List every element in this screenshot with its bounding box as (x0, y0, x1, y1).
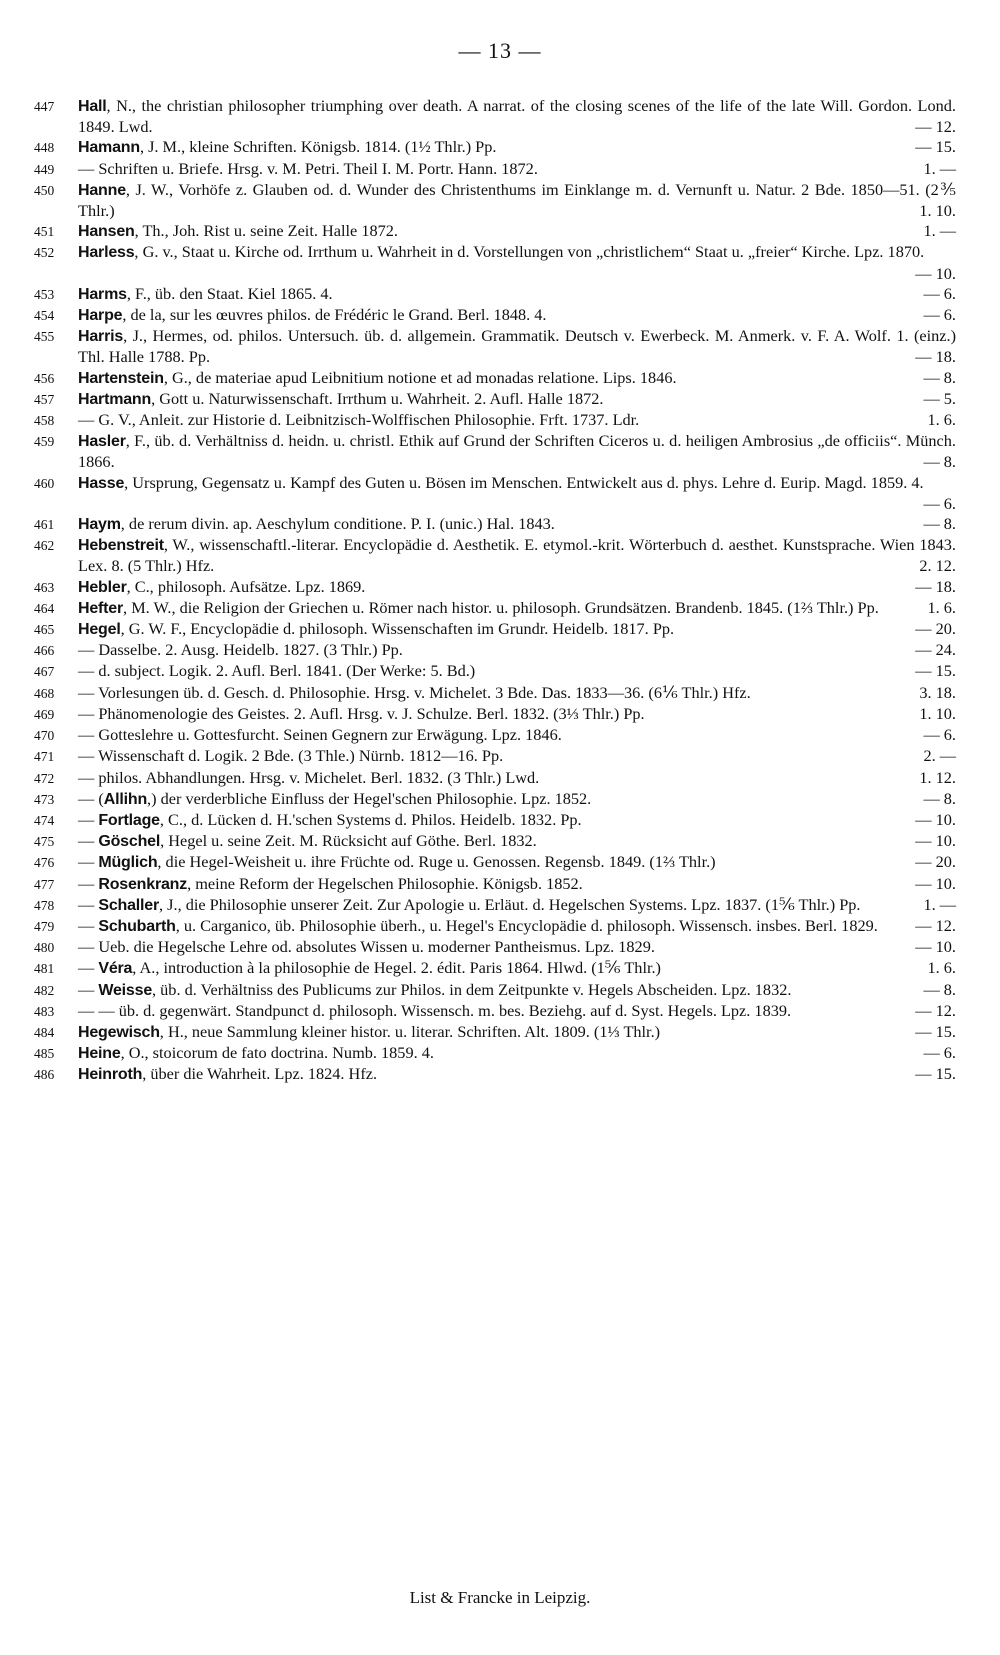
entry-price: — 8. (923, 979, 956, 999)
entry-prefix: — (78, 958, 99, 978)
catalog-entry (34, 895, 956, 916)
entry-prefix: — ( (78, 788, 104, 808)
entry-author: Hefter (78, 599, 124, 617)
catalog-entry (34, 389, 956, 410)
catalog-entry (34, 1022, 956, 1043)
entry-price: — 12. (915, 915, 956, 935)
entry-price: — 8. (923, 452, 956, 472)
catalog-entry (34, 619, 956, 640)
entry-description: Phänomenologie des Geistes. 2. Aufl. Hrsg. v. J. Schulze. Berl. 1832. (3⅓ Thlr.) Pp. (98, 703, 645, 723)
catalog-entry (34, 180, 956, 221)
entry-author: Hasse (78, 474, 125, 492)
entry-prefix: — (78, 682, 99, 702)
entry-author: Schubarth (98, 917, 176, 935)
entry-price: — 15. (915, 137, 956, 157)
entry-text (78, 368, 956, 389)
entry-text (78, 473, 956, 514)
entry-description: , u. Carganico, üb. Philosophie überh., u. Hegel's Encyclopädie d. philosoph. Wissensch. insbes. Berl. 1829. (175, 915, 878, 935)
entry-description: , C., d. Lücken d. H.'schen Systems d. Philos. Heidelb. 1832. Pp. (159, 809, 582, 829)
entry-description: , A., introduction à la philosophie de Hegel. 2. édit. Paris 1864. Hlwd. (1⅚ Thlr.) (132, 958, 661, 978)
entry-description: , de rerum divin. ap. Aeschylum conditione. P. I. (unic.) Hal. 1843. (120, 514, 555, 534)
entry-description: , Hegel u. seine Zeit. M. Rücksicht auf Göthe. Berl. 1832. (160, 831, 537, 851)
entry-author: Hebler (78, 578, 127, 596)
entry-price: — 15. (915, 661, 956, 681)
entry-description: , G., de materiae apud Leibnitium notione et ad monadas relatione. Lips. 1846. (163, 367, 677, 387)
entry-number: 466 (34, 643, 55, 659)
entry-text (78, 431, 956, 472)
entry-description: , M. W., die Religion der Griechen u. Römer nach histor. u. philosoph. Grundsätzen. Brandenb. 1845. (1⅔ Thlr.) Pp. (123, 597, 879, 617)
entry-text (78, 895, 956, 916)
entry-prefix: — (78, 894, 99, 914)
entry-number: 480 (34, 940, 55, 956)
entry-text (78, 874, 956, 895)
entry-description: philos. Abhandlungen. Hrsg. v. Michelet. Berl. 1832. (3 Thlr.) Lwd. (98, 767, 540, 787)
entry-number: 472 (34, 770, 55, 786)
entry-prefix: — (78, 640, 99, 660)
entry-description: , meine Reform der Hegelschen Philosophie. Königsb. 1852. (187, 873, 583, 893)
entry-description: , F., üb. d. Verhältniss d. heidn. u. christl. Ethik auf Grund der Schriften Ciceros u. d. heiligen Ambrosius „de officiis“. Münch. 1866. (78, 431, 956, 472)
entry-description: Ueb. die Hegelsche Lehre od. absolutes Wissen u. moderner Pantheismus. Lpz. 1829. (98, 937, 655, 957)
entry-number: 477 (34, 876, 55, 892)
catalog-entry (34, 514, 956, 535)
catalog-entry (34, 410, 956, 431)
entry-price: — 6. (923, 493, 956, 513)
entry-price: — 10. (915, 937, 956, 957)
entry-description: , üb. d. Verhältniss des Publicums zur Philos. in dem Zeitpunkte v. Hegels Abscheiden. Lpz. 1832. (152, 979, 792, 999)
entry-number: 462 (34, 538, 55, 554)
entry-prefix: — (78, 158, 99, 178)
entry-author: Hegewisch (78, 1023, 160, 1041)
entry-author: Hartmann (78, 390, 152, 408)
entry-number: 474 (34, 812, 55, 828)
entry-price: 1. 6. (927, 597, 956, 617)
catalog-entry (34, 810, 956, 831)
entry-description: , H., neue Sammlung kleiner histor. u. literar. Schriften. Alt. 1809. (1⅓ Thlr.) (159, 1021, 661, 1041)
entry-description: Wissenschaft d. Logik. 2 Bde. (3 Thle.) Nürnb. 1812—16. Pp. (98, 746, 504, 766)
entry-number: 467 (34, 664, 55, 680)
entry-number: 464 (34, 600, 55, 616)
entry-price: — 10. (915, 873, 956, 893)
entry-description: , Gott u. Naturwissenschaft. Irrthum u. Wahrheit. 2. Aufl. Halle 1872. (151, 388, 604, 408)
entry-author: Haym (78, 516, 121, 534)
entry-number: 465 (34, 622, 55, 638)
entry-text (78, 619, 956, 640)
catalog-entry (34, 1064, 956, 1085)
entry-author: Hanne (78, 181, 126, 199)
catalog-list (34, 96, 956, 1086)
entry-price: — 18. (915, 576, 956, 596)
catalog-entry (34, 598, 956, 619)
catalog-entry (34, 1043, 956, 1064)
entry-text (78, 389, 956, 410)
entry-number: 448 (34, 140, 55, 156)
entry-description: Dasselbe. 2. Ausg. Heidelb. 1827. (3 Thlr.) Pp. (98, 640, 403, 660)
catalog-entry (34, 874, 956, 895)
entry-price: 2. — (923, 746, 956, 766)
entry-text (78, 326, 956, 367)
entry-text (78, 768, 956, 789)
entry-text (78, 937, 956, 958)
catalog-entry (34, 284, 956, 305)
entry-description: , G. W. F., Encyclopädie d. philosoph. Wissenschaften im Grundr. Heidelb. 1817. Pp. (120, 619, 675, 639)
entry-text (78, 1064, 956, 1085)
entry-author: Allihn (103, 790, 148, 808)
entry-text (78, 159, 956, 180)
entry-prefix: — (78, 410, 99, 430)
catalog-entry (34, 852, 956, 873)
entry-author: Harless (78, 244, 135, 262)
entry-author: Rosenkranz (98, 875, 188, 893)
entry-prefix: — (78, 661, 99, 681)
catalog-entry (34, 661, 956, 682)
entry-prefix: — (78, 873, 99, 893)
entry-prefix: — — (78, 1000, 119, 1020)
entry-price: — 6. (923, 725, 956, 745)
entry-author: Hartenstein (78, 369, 164, 387)
catalog-entry (34, 746, 956, 767)
entry-author: Heine (78, 1045, 121, 1063)
entry-description: , J., Hermes, od. philos. Untersuch. üb. d. allgemein. Grammatik. Deutsch v. Ewerbeck. M. Anmerk. v. F. A. Wolf. 1. (einz.) Thl. Halle 1788. Pp. (78, 326, 956, 367)
entry-number: 449 (34, 161, 55, 177)
entry-description: , F., üb. den Staat. Kiel 1865. 4. (126, 283, 333, 303)
entry-description: d. subject. Logik. 2. Aufl. Berl. 1841. (Der Werke: 5. Bd.) (98, 661, 476, 681)
catalog-entry (34, 640, 956, 661)
entry-price: 2. 12. (919, 556, 956, 576)
entry-price: — 10. (915, 809, 956, 829)
entry-price: — 6. (923, 305, 956, 325)
entry-author: Fortlage (98, 811, 160, 829)
page-number: — 13 — (458, 38, 542, 63)
entry-description: üb. d. gegenwärt. Standpunct d. philosoph. Wissensch. m. bes. Beziehg. auf d. Syst. Hegels. Lpz. 1839. (118, 1000, 792, 1020)
entry-prefix: — (78, 809, 99, 829)
entry-description: , J., die Philosophie unserer Zeit. Zur Apologie u. Erläut. d. Hegelschen Systems. Lpz. 1837. (1⅚ Thlr.) Pp. (159, 894, 861, 914)
entry-prefix: — (78, 831, 99, 851)
entry-prefix: — (78, 915, 99, 935)
entry-text (78, 1043, 956, 1064)
entry-price: 1. 10. (919, 201, 956, 221)
entry-author: Heinroth (78, 1066, 143, 1084)
catalog-entry (34, 242, 956, 283)
entry-price: — 20. (915, 619, 956, 639)
catalog-entry (34, 768, 956, 789)
entry-price: 1. 10. (919, 703, 956, 723)
entry-number: 468 (34, 685, 55, 701)
entry-number: 469 (34, 706, 55, 722)
entry-price: 3. 18. (919, 682, 956, 702)
catalog-entry (34, 683, 956, 704)
catalog-entry (34, 980, 956, 1001)
entry-text (78, 831, 956, 852)
entry-price: — 8. (923, 514, 956, 534)
entry-number: 457 (34, 391, 55, 407)
entry-text (78, 598, 956, 619)
entry-text (78, 535, 956, 576)
entry-price: — 8. (923, 367, 956, 387)
entry-text (78, 980, 956, 1001)
catalog-entry (34, 916, 956, 937)
entry-text (78, 810, 956, 831)
entry-price: 1. 6. (927, 958, 956, 978)
entry-author: Hansen (78, 223, 135, 241)
entry-author: Göschel (98, 833, 161, 851)
entry-prefix: — (78, 937, 99, 957)
entry-prefix: — (78, 979, 99, 999)
catalog-entry (34, 725, 956, 746)
entry-price: — 12. (915, 117, 956, 137)
catalog-entry (34, 431, 956, 472)
entry-price: — 18. (915, 347, 956, 367)
entry-price: — 6. (923, 1043, 956, 1063)
entry-number: 447 (34, 99, 55, 114)
entry-text (78, 284, 956, 305)
entry-price: 1. — (923, 221, 956, 241)
entry-description: , die Hegel-Weisheit u. ihre Früchte od. Ruge u. Genossen. Regensb. 1849. (1⅔ Thlr.) (157, 852, 716, 872)
catalog-entry (34, 326, 956, 367)
entry-number: 451 (34, 224, 55, 240)
entry-author: Hamann (78, 139, 140, 157)
entry-price: 1. 12. (919, 767, 956, 787)
entry-author: Harpe (78, 307, 123, 325)
entry-number: 463 (34, 579, 55, 595)
entry-author: Véra (98, 960, 133, 978)
entry-description: , G. v., Staat u. Kirche od. Irrthum u. Wahrheit in d. Vorstellungen von „christlichem“ Staat u. „freier“ Kirche. Lpz. 1870. (134, 242, 925, 262)
catalog-entry (34, 704, 956, 725)
entry-author: Harris (78, 328, 124, 346)
entry-number: 483 (34, 1003, 55, 1019)
entry-number: 459 (34, 434, 55, 450)
entry-description: , N., the christian philosopher triumphing over death. A narrat. of the closing scenes of the life of the late Will. Gordon. Lond. 1849. Lwd. (78, 96, 956, 137)
entry-number: 454 (34, 308, 55, 324)
entry-author: Schaller (98, 896, 160, 914)
entry-number: 486 (34, 1067, 55, 1083)
entry-number: 456 (34, 370, 55, 386)
entry-text (78, 96, 956, 137)
entry-text (78, 305, 956, 326)
catalog-entry (34, 937, 956, 958)
entry-number: 470 (34, 728, 55, 744)
catalog-entry (34, 305, 956, 326)
entry-author: Müglich (98, 854, 158, 872)
entry-price: — 8. (923, 788, 956, 808)
entry-text (78, 410, 956, 431)
entry-price: — 10. (915, 831, 956, 851)
entry-prefix: — (78, 767, 99, 787)
entry-text (78, 242, 956, 283)
entry-author: Hebenstreit (78, 537, 164, 555)
publisher-footer: List & Francke in Leipzig. (409, 1588, 591, 1607)
entry-description: , Ursprung, Gegensatz u. Kampf des Guten u. Bösen im Menschen. Entwickelt aus d. phys. Lehre d. Eurip. Magd. 1859. 4. (124, 472, 924, 492)
catalog-entry (34, 535, 956, 576)
entry-number: 455 (34, 329, 55, 345)
catalog-entry (34, 577, 956, 598)
entry-text (78, 916, 956, 937)
entry-number: 473 (34, 791, 55, 807)
entry-text (78, 577, 956, 598)
entry-text (78, 958, 956, 979)
entry-description: G. V., Anleit. zur Historie d. Leibnitzisch-Wolffischen Philosophie. Frft. 1737. Ldr. (98, 410, 640, 430)
entry-price: 1. 6. (927, 410, 956, 430)
entry-number: 452 (34, 245, 55, 261)
entry-text (78, 683, 956, 704)
entry-text (78, 725, 956, 746)
entry-price: — 5. (923, 388, 956, 408)
entry-number: 458 (34, 413, 55, 429)
catalog-entry (34, 789, 956, 810)
entry-description: , O., stoicorum de fato doctrina. Numb. 1859. 4. (120, 1043, 434, 1063)
entry-price: 1. — (923, 158, 956, 178)
entry-text (78, 789, 956, 810)
entry-number: 478 (34, 897, 55, 913)
entry-price: — 6. (923, 283, 956, 303)
entry-number: 450 (34, 182, 55, 198)
catalog-entry (34, 1001, 956, 1022)
entry-text (78, 1022, 956, 1043)
entry-number: 484 (34, 1024, 55, 1040)
entry-text (78, 221, 956, 242)
entry-text (78, 640, 956, 661)
catalog-entry (34, 221, 956, 242)
entry-number: 453 (34, 286, 55, 302)
entry-price: — 15. (915, 1021, 956, 1041)
entry-number: 461 (34, 517, 55, 533)
entry-text (78, 704, 956, 725)
entry-description: , W., wissenschaftl.-literar. Encyclopädie d. Aesthetik. E. etymol.-krit. Wörterbuch d. aesthet. Kunstsprache. Wien 1843. Lex. 8. (5 Thlr.) Hfz. (78, 535, 956, 576)
entry-description: Gotteslehre u. Gottesfurcht. Seinen Gegnern zur Erwägung. Lpz. 1846. (98, 725, 562, 745)
entry-number: 481 (34, 961, 55, 977)
entry-description: , C., philosoph. Aufsätze. Lpz. 1869. (126, 576, 366, 596)
entry-description: , Th., Joh. Rist u. seine Zeit. Halle 1872. (134, 221, 398, 241)
entry-description: Vorlesungen üb. d. Gesch. d. Philosophie. Hrsg. v. Michelet. 3 Bde. Das. 1833—36. (6⅙ Thlr.) Hfz. (98, 682, 751, 702)
entry-number: 460 (34, 475, 55, 491)
catalog-entry (34, 137, 956, 158)
entry-description: , J. W., Vorhöfe z. Glauben od. d. Wunder des Christenthums im Einklange m. d. Vernunft u. Natur. 2 Bde. 1850—51. (2⅗ Thlr.) (78, 179, 956, 221)
entry-number: 471 (34, 749, 55, 765)
entry-prefix: — (78, 725, 99, 745)
entry-text (78, 514, 956, 535)
catalog-entry (34, 96, 956, 137)
entry-price: — 20. (915, 852, 956, 872)
entry-description: , de la, sur les œuvres philos. de Frédéric le Grand. Berl. 1848. 4. (122, 305, 547, 325)
entry-prefix: — (78, 852, 99, 872)
entry-author: Weisse (98, 981, 153, 999)
entry-author: Hall (78, 98, 107, 115)
entry-price: — 15. (915, 1064, 956, 1084)
entry-author: Hegel (78, 621, 121, 639)
catalog-entry (34, 473, 956, 514)
entry-text (78, 746, 956, 767)
entry-prefix: — (78, 703, 99, 723)
entry-author: Hasler (78, 433, 126, 451)
entry-prefix: — (78, 746, 99, 766)
entry-text (78, 661, 956, 682)
catalog-entry (34, 831, 956, 852)
entry-description: ,) der verderbliche Einfluss der Hegel'schen Philosophie. Lpz. 1852. (147, 788, 592, 808)
entry-number: 482 (34, 982, 55, 998)
entry-description: Schriften u. Briefe. Hrsg. v. M. Petri. Theil I. M. Portr. Hann. 1872. (98, 158, 538, 178)
entry-price: 1. — (923, 894, 956, 914)
entry-description: , J. M., kleine Schriften. Königsb. 1814. (1½ Thlr.) Pp. (139, 137, 497, 157)
catalog-entry (34, 368, 956, 389)
entry-description: , über die Wahrheit. Lpz. 1824. Hfz. (142, 1064, 378, 1084)
entry-number: 479 (34, 918, 55, 934)
entry-number: 475 (34, 834, 55, 850)
entry-price: — 12. (915, 1000, 956, 1020)
catalog-entry (34, 159, 956, 180)
catalog-entry (34, 958, 956, 979)
entry-price: — 10. (915, 263, 956, 283)
entry-text (78, 137, 956, 158)
entry-price: — 24. (915, 640, 956, 660)
entry-number: 476 (34, 855, 55, 871)
entry-text (78, 180, 956, 221)
entry-text (78, 852, 956, 873)
entry-number: 485 (34, 1046, 55, 1062)
entry-author: Harms (78, 285, 127, 303)
entry-text (78, 1001, 956, 1022)
